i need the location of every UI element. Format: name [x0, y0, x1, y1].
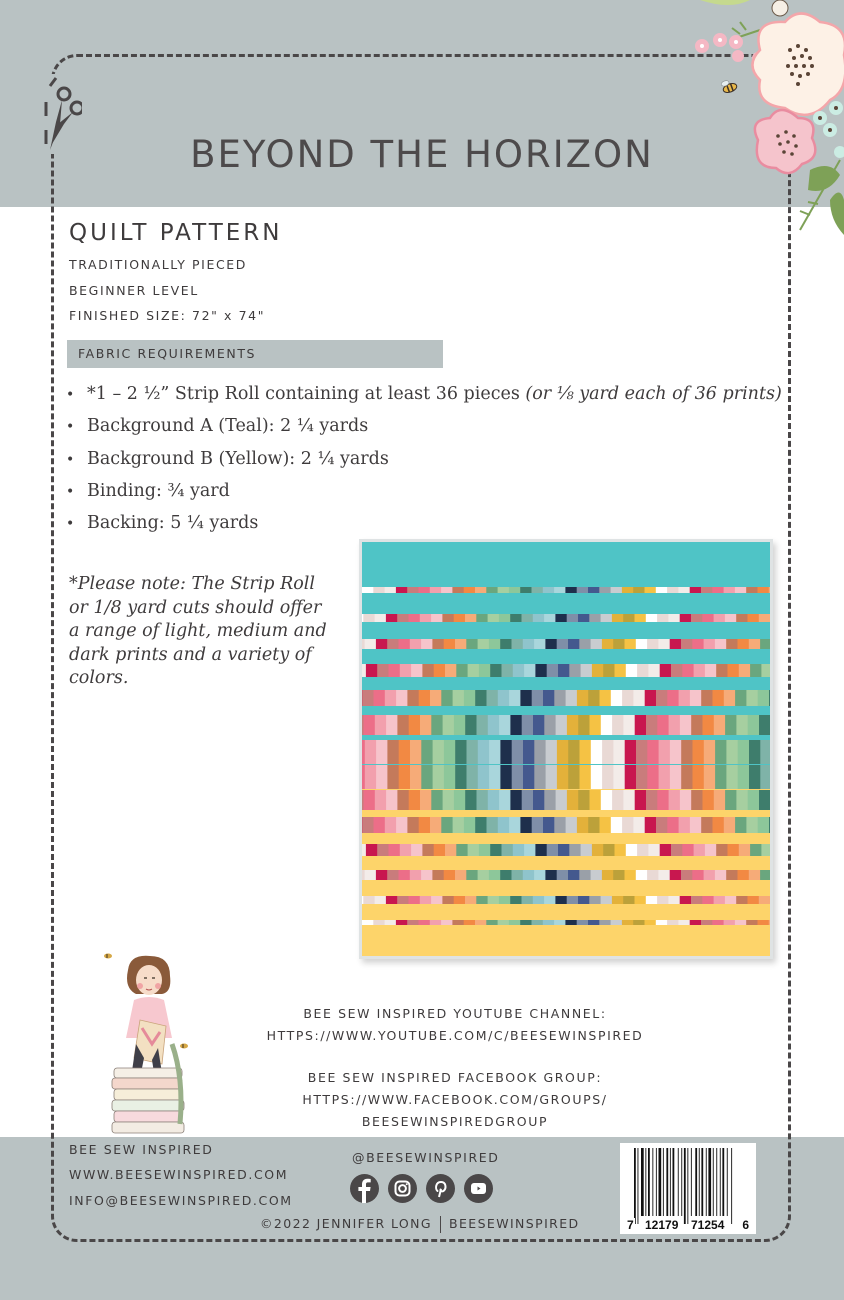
list-item — [66, 410, 782, 442]
copyright-brand: BEESEWINSPIRED — [449, 1216, 580, 1231]
fabric-note — [69, 573, 349, 691]
social-handle: @BEESEWINSPIRED — [352, 1150, 500, 1165]
youtube-link[interactable]: HTTPS://WWW.YOUTUBE.COM/C/BEESEWINSPIRED — [266, 1028, 644, 1043]
youtube-icon[interactable] — [464, 1174, 493, 1203]
fabric-requirements-heading: FABRIC REQUIREMENTS — [67, 340, 443, 368]
pattern-title: BEYOND THE HORIZON — [190, 132, 654, 176]
bullet-icon: • — [66, 387, 75, 403]
barcode-digit-left: 7 — [627, 1218, 634, 1232]
bullet-icon: • — [66, 419, 75, 436]
facebook-link-line-1[interactable]: HTTPS://WWW.FACEBOOK.COM/GROUPS/ — [302, 1092, 608, 1107]
note-line: *Please note: The Strip Roll — [69, 574, 315, 594]
pattern-subtitle: QUILT PATTERN — [69, 220, 283, 246]
list-item — [66, 475, 782, 507]
bullet-icon: • — [66, 516, 75, 533]
barcode-bars-icon — [628, 1148, 748, 1228]
barcode — [620, 1143, 756, 1234]
facebook-icon[interactable] — [350, 1174, 379, 1203]
skill-level: BEGINNER LEVEL — [69, 283, 199, 298]
separator — [440, 1216, 441, 1233]
requirement-text: Backing: 5 ¼ yards — [87, 513, 259, 534]
construction-method: TRADITIONALLY PIECED — [69, 257, 247, 272]
requirement-note: (or ⅛ yard each of 36 prints) — [525, 384, 782, 404]
finished-size: FINISHED SIZE: 72" x 74" — [69, 308, 266, 323]
note-line: or 1/8 yard cuts should offer — [69, 597, 322, 618]
footer-brand: BEE SEW INSPIRED — [69, 1142, 214, 1157]
bullet-icon: • — [66, 483, 75, 500]
quilt-strips-icon — [362, 542, 770, 956]
requirement-text: *1 – 2 ½” Strip Roll containing at least 36 pieces — [87, 384, 526, 404]
floral-decoration-icon — [690, 0, 844, 235]
note-line: a range of light, medium and — [69, 621, 327, 641]
footer-website-link[interactable]: WWW.BEESEWINSPIRED.COM — [69, 1167, 289, 1182]
fabric-requirements-list — [66, 378, 782, 539]
list-item — [66, 443, 782, 475]
barcode-group-2: 71254 — [691, 1218, 725, 1232]
social-icons — [350, 1174, 493, 1203]
quilt-illustration — [362, 542, 770, 956]
requirement-text: Background A (Teal): 2 ¼ yards — [87, 416, 369, 437]
list-item — [66, 507, 782, 539]
barcode-group-1: 12179 — [645, 1218, 679, 1232]
barcode-digit-right: 6 — [742, 1218, 749, 1232]
note-line: colors. — [69, 668, 129, 688]
facebook-link[interactable] — [230, 1089, 680, 1133]
note-line: dark prints and a variety of — [69, 644, 312, 665]
requirement-text: Binding: ¾ yard — [87, 480, 230, 501]
facebook-link-line-2[interactable]: BEESEWINSPIREDGROUP — [361, 1114, 549, 1129]
footer-email-link[interactable]: INFO@BEESEWINSPIRED.COM — [69, 1193, 293, 1208]
youtube-label: BEE SEW INSPIRED YOUTUBE CHANNEL: — [303, 1006, 607, 1021]
instagram-icon[interactable] — [388, 1174, 417, 1203]
copyright — [260, 1216, 580, 1233]
requirement-text: Background B (Yellow): 2 ¼ yards — [87, 448, 389, 469]
social-links-block — [230, 1003, 680, 1133]
seamstress-illustration-icon — [100, 948, 200, 1136]
copyright-text: ©2022 JENNIFER LONG — [260, 1216, 432, 1231]
bullet-icon: • — [66, 451, 75, 468]
quilt-image — [359, 539, 773, 959]
facebook-label: BEE SEW INSPIRED FACEBOOK GROUP: — [307, 1070, 603, 1085]
list-item — [66, 378, 782, 410]
pinterest-icon[interactable] — [426, 1174, 455, 1203]
